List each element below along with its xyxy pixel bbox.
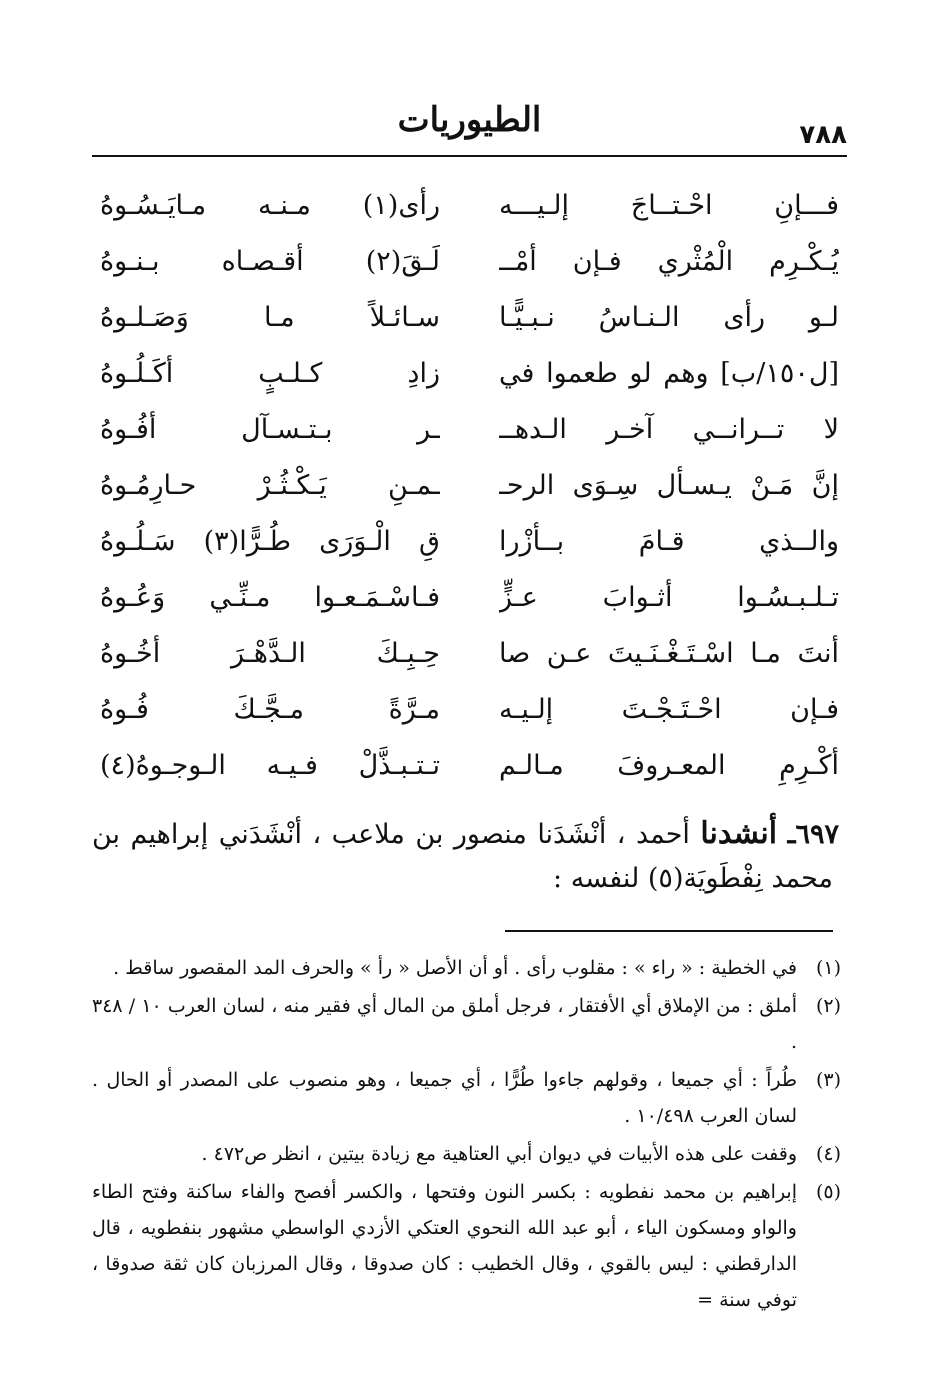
verse — [100, 182, 839, 238]
entry-line-2: محمد نِفْطَويَة(٥) لنفسه : — [553, 863, 833, 894]
verse-second-hemistich: سـائـلاً مـا وَصَـلـوهُ — [100, 302, 440, 333]
verse-second-hemistich: زادِ كـلـبٍ أكَـلُـوهُ — [100, 358, 440, 389]
footnote — [92, 1136, 841, 1172]
verse-first-hemistich: إنَّ مَـنْ يـسـأل سِـوَى الرحـ — [499, 470, 839, 501]
poem — [100, 182, 839, 798]
footnote-text: في الخطية : « راء » : مقلوب رأى . أو أن الأصل « رأ » والحرف المد المقصور ساقط . — [113, 957, 797, 979]
footnote-marker: (٣) — [815, 1069, 841, 1091]
footnote — [92, 1062, 841, 1134]
verse — [100, 742, 839, 798]
verse — [100, 574, 839, 630]
verse-second-hemistich: ـمـنِ يَـكْـثُـرْ حـارِمُـوهُ — [100, 470, 440, 501]
entry-number: ٦٩٧ـ — [787, 819, 839, 850]
verse-second-hemistich: حِـبِـكَ الـدَّهْـرَ أخُـوهُ — [100, 638, 440, 669]
footnote-marker: (١) — [815, 957, 841, 979]
verse-first-hemistich: أنتَ مـا اسْـتَـغْـنَـيتَ عـن صا — [499, 638, 839, 669]
page-number: ٧٨٨ — [799, 120, 847, 150]
page-header — [92, 98, 847, 156]
verse-second-hemistich: مـرَّةً مـجَّـكَ فُـوهُ — [100, 694, 440, 725]
verse-first-hemistich: يُـكْـرِم الْمُثْري فـإن أمْــ — [499, 246, 839, 277]
verse-second-hemistich: لَـقَ(٢) أقـصـاه بـنـوهُ — [100, 246, 440, 277]
verse — [100, 238, 839, 294]
verse — [100, 350, 839, 406]
footnote — [92, 988, 841, 1060]
footnote-text: إبراهيم بن محمد نفطويه : بكسر النون وفتحها ، والكسر أفصح والفاء ساكنة وفتح الطاء والواو ومسكون الياء ، أبو عبد الله النحوي العتكي الأزدي الواسطي مشهور بنفطويه ، قال الدارقطني : ليس بالقوي ، وقال الخطيب : كان صدوقا ، وقال المرزبان كان ثقة صدوقا ، توفي سنة = — [92, 1181, 797, 1311]
footnote-text: أملق : من الإملاق أي الأفتقار ، فرجل أملق من المال أي فقير منه ، لسان العرب ١٠ / ٣٤٨ . — [92, 995, 798, 1053]
verse-first-hemistich: والــذي قـامَ بــأزْرا — [499, 526, 839, 557]
footnote — [92, 950, 841, 986]
verse — [100, 294, 839, 350]
verse-first-hemistich: أكْـرِمِ المعـروفَ مـالـم — [499, 750, 839, 781]
verse-first-hemistich: فـــإنِ احْـتــاجَ إلـيـــه — [499, 190, 839, 221]
footnote-marker: (٥) — [815, 1181, 841, 1203]
footnote-text: وقفت على هذه الأبيات في ديوان أبي العتاهية مع زيادة بيتين ، انظر ص٤٧٢ . — [201, 1143, 797, 1165]
entry-lead-word: أنشدنا — [700, 816, 778, 851]
verse-second-hemistich: قِ الْـوَرَى طُـرًّا(٣) سَـلُـوهُ — [100, 526, 440, 557]
footnote-divider — [505, 930, 833, 932]
verse-first-hemistich: [ل١٥٠/ب] وهم لو طعموا في — [499, 358, 839, 389]
verse-second-hemistich: تـتـبـذَّلْ فـيـه الـوجـوهُ(٤) — [100, 750, 440, 781]
verse-first-hemistich: فـإن احْـتَـجْـتَ إلـيـه — [499, 694, 839, 725]
verse-second-hemistich: ـر بـتـسـآل أفُـوهُ — [100, 414, 440, 445]
entry-line-1-text: أحمد ، أنْشَدَنا منصور بن ملاعب ، أنْشَدَني إبراهيم بن — [92, 819, 690, 850]
verse — [100, 518, 839, 574]
footnote-marker: (٢) — [815, 995, 841, 1017]
footnote-marker: (٤) — [815, 1143, 841, 1165]
verse-first-hemistich: لـو رأى الـنـاسُ نـبـيًّـا — [499, 302, 839, 333]
footnote — [92, 1174, 841, 1318]
verse — [100, 462, 839, 518]
verse — [100, 406, 839, 462]
footnotes — [92, 950, 841, 1320]
verse-second-hemistich: رأى(١) مـنـه مـايَـسُـوهُ — [100, 190, 440, 221]
running-title: الطيوريات — [397, 100, 542, 140]
entry-line-1 — [92, 812, 839, 857]
verse — [100, 630, 839, 686]
verse — [100, 686, 839, 742]
header-divider — [92, 155, 847, 157]
entry-paragraph — [92, 812, 839, 901]
verse-first-hemistich: تـلـبـسُـوا أثـوابَ عـزٍّ — [499, 582, 839, 613]
footnote-text: طُراً : أي جميعا ، وقولهم جاءوا طُرًّا ، أي جميعا ، وهو منصوب على المصدر أو الحال . لسان العرب ١٠/٤٩٨ . — [92, 1069, 797, 1127]
verse-first-hemistich: لا تــرانــي آخـر الـدهــ — [499, 414, 839, 445]
verse-second-hemistich: فـاسْـمَـعـوا مـنِّـي وَعُـوهُ — [100, 582, 440, 613]
